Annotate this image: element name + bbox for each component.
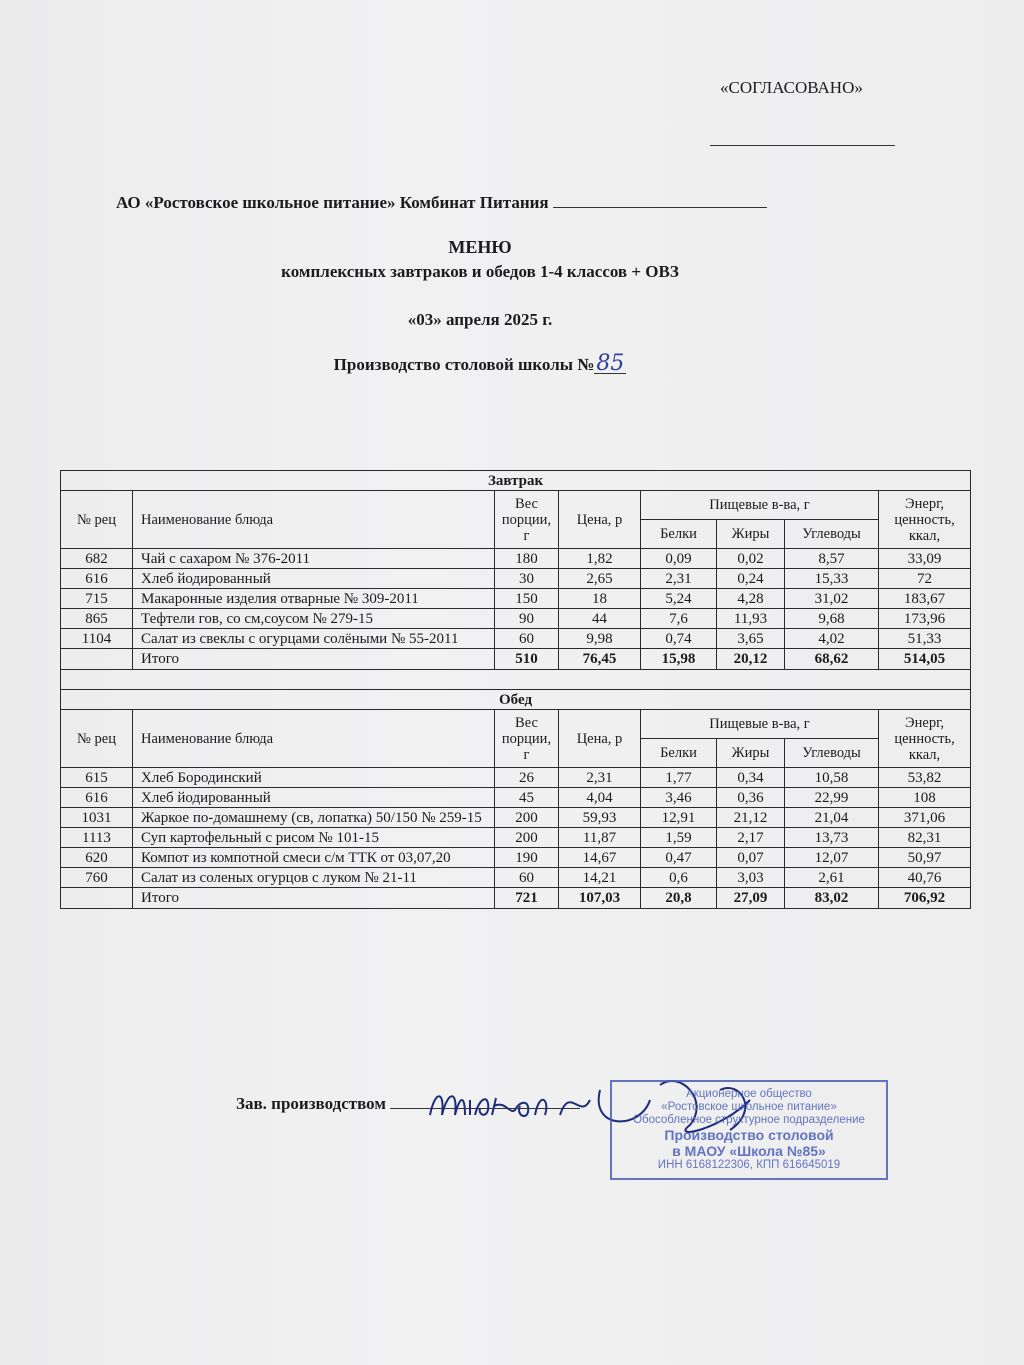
rec-number: 1104 xyxy=(61,629,133,649)
official-stamp xyxy=(610,1080,888,1180)
stamp-text: ИНН 6168122306, КПП 616645019 xyxy=(657,1159,841,1171)
weight: 30 xyxy=(495,569,559,589)
energy: 371,06 xyxy=(879,808,971,828)
production-line xyxy=(0,351,960,376)
rec-number: 760 xyxy=(61,868,133,888)
price: 18 xyxy=(559,589,641,609)
energy: 173,96 xyxy=(879,609,971,629)
energy: 33,09 xyxy=(879,549,971,569)
price: 2,31 xyxy=(559,768,641,788)
rec-number: 1113 xyxy=(61,828,133,848)
stamp-text: Обособленное структурное подразделение xyxy=(633,1114,865,1126)
nutrients-header: Пищевые в-ва, г xyxy=(641,710,879,739)
table-row xyxy=(61,788,971,808)
fat: 0,34 xyxy=(717,768,785,788)
rec-number: 682 xyxy=(61,549,133,569)
protein: 2,31 xyxy=(641,569,717,589)
fat-header: Жиры xyxy=(717,520,785,549)
price: 4,04 xyxy=(559,788,641,808)
protein: 7,6 xyxy=(641,609,717,629)
energy-header: Энерг, ценность, ккал, xyxy=(879,491,971,549)
energy: 82,31 xyxy=(879,828,971,848)
dish-name: Компот из компотной смеси с/м ТТК от 03,07,20 xyxy=(133,848,495,868)
total-weight: 721 xyxy=(495,888,559,909)
total-fat: 27,09 xyxy=(717,888,785,909)
protein: 1,77 xyxy=(641,768,717,788)
dish-name: Тефтели гов, со см,соусом № 279-15 xyxy=(133,609,495,629)
carbs: 12,07 xyxy=(785,848,879,868)
fat: 4,28 xyxy=(717,589,785,609)
signature-label: Зав. производством xyxy=(236,1094,386,1113)
stamp-text: «Ростовское школьное питание» xyxy=(661,1101,837,1113)
dish-name: Чай с сахаром № 376-2011 xyxy=(133,549,495,569)
table-row xyxy=(61,848,971,868)
total-protein: 15,98 xyxy=(641,649,717,670)
dish-name: Хлеб Бородинский xyxy=(133,768,495,788)
dish-name: Макаронные изделия отварные № 309-2011 xyxy=(133,589,495,609)
protein: 5,24 xyxy=(641,589,717,609)
rec-number: 1031 xyxy=(61,808,133,828)
blank-line xyxy=(553,193,767,208)
dish-name: Хлеб йодированный xyxy=(133,788,495,808)
rec-header: № рец xyxy=(61,491,133,549)
production-label: Производство столовой школы № xyxy=(333,355,595,374)
fat: 0,02 xyxy=(717,549,785,569)
protein: 0,6 xyxy=(641,868,717,888)
total-energy: 706,92 xyxy=(879,888,971,909)
energy: 53,82 xyxy=(879,768,971,788)
rec-number: 620 xyxy=(61,848,133,868)
rec-number: 616 xyxy=(61,569,133,589)
protein: 0,47 xyxy=(641,848,717,868)
name-header: Наименование блюда xyxy=(133,710,495,768)
price-header: Цена, р xyxy=(559,710,641,768)
table-row xyxy=(61,828,971,848)
energy: 51,33 xyxy=(879,629,971,649)
price: 11,87 xyxy=(559,828,641,848)
energy: 108 xyxy=(879,788,971,808)
weight: 90 xyxy=(495,609,559,629)
dish-name: Салат из свеклы с огурцами солёными № 55-2011 xyxy=(133,629,495,649)
table-row xyxy=(61,589,971,609)
header-row xyxy=(61,491,971,520)
weight-header: Вес порции, г xyxy=(495,491,559,549)
fat-header: Жиры xyxy=(717,739,785,768)
table-row xyxy=(61,569,971,589)
carbs: 22,99 xyxy=(785,788,879,808)
breakfast-section-title-row xyxy=(61,471,971,491)
spacer-cell xyxy=(61,670,971,690)
price: 14,21 xyxy=(559,868,641,888)
fat: 3,65 xyxy=(717,629,785,649)
table-row xyxy=(61,768,971,788)
school-number-handwritten: 85 xyxy=(596,351,625,376)
fat: 11,93 xyxy=(717,609,785,629)
fat: 0,07 xyxy=(717,848,785,868)
weight: 200 xyxy=(495,808,559,828)
total-fat: 20,12 xyxy=(717,649,785,670)
total-protein: 20,8 xyxy=(641,888,717,909)
price: 44 xyxy=(559,609,641,629)
protein: 0,09 xyxy=(641,549,717,569)
carbs: 4,02 xyxy=(785,629,879,649)
protein-header: Белки xyxy=(641,739,717,768)
energy: 40,76 xyxy=(879,868,971,888)
price: 9,98 xyxy=(559,629,641,649)
protein: 0,74 xyxy=(641,629,717,649)
fat: 2,17 xyxy=(717,828,785,848)
weight: 60 xyxy=(495,868,559,888)
price: 1,82 xyxy=(559,549,641,569)
table-row xyxy=(61,808,971,828)
carbs-header: Углеводы xyxy=(785,739,879,768)
total-weight: 510 xyxy=(495,649,559,670)
organization-name: АО «Ростовское школьное питание» Комбинат Питания xyxy=(116,193,549,212)
rec-number: 616 xyxy=(61,788,133,808)
carbs: 9,68 xyxy=(785,609,879,629)
lunch-section-title: Обед xyxy=(61,690,971,710)
menu-table xyxy=(60,470,971,909)
fat: 3,03 xyxy=(717,868,785,888)
nutrients-header: Пищевые в-ва, г xyxy=(641,491,879,520)
weight: 60 xyxy=(495,629,559,649)
dish-name: Салат из соленых огурцов с луком № 21-11 xyxy=(133,868,495,888)
energy-header: Энерг, ценность, ккал, xyxy=(879,710,971,768)
total-dish-name: Итого xyxy=(133,649,495,670)
total-dish-name: Итого xyxy=(133,888,495,909)
rec-header: № рец xyxy=(61,710,133,768)
weight: 26 xyxy=(495,768,559,788)
spacer-row xyxy=(61,670,971,690)
carbs: 21,04 xyxy=(785,808,879,828)
carbs: 10,58 xyxy=(785,768,879,788)
price: 2,65 xyxy=(559,569,641,589)
protein: 1,59 xyxy=(641,828,717,848)
fat: 0,36 xyxy=(717,788,785,808)
stamp-text: Производство столовой xyxy=(664,1127,834,1143)
weight: 150 xyxy=(495,589,559,609)
total-row xyxy=(61,888,971,909)
menu-date: «03» апреля 2025 г. xyxy=(407,310,553,329)
weight-header: Вес порции, г xyxy=(495,710,559,768)
weight: 190 xyxy=(495,848,559,868)
protein-header: Белки xyxy=(641,520,717,549)
carbs: 31,02 xyxy=(785,589,879,609)
total-rec-number xyxy=(61,888,133,909)
name-header: Наименование блюда xyxy=(133,491,495,549)
total-price: 76,45 xyxy=(559,649,641,670)
protein: 12,91 xyxy=(641,808,717,828)
fat: 21,12 xyxy=(717,808,785,828)
breakfast-section-title: Завтрак xyxy=(61,471,971,491)
price: 14,67 xyxy=(559,848,641,868)
dish-name: Суп картофельный с рисом № 101-15 xyxy=(133,828,495,848)
price-header: Цена, р xyxy=(559,491,641,549)
document-subtitle: комплексных завтраков и обедов 1-4 классов + ОВЗ xyxy=(281,262,679,281)
rec-number: 865 xyxy=(61,609,133,629)
carbs: 15,33 xyxy=(785,569,879,589)
stamp-text: в МАОУ «Школа №85» xyxy=(672,1143,826,1159)
table-row xyxy=(61,609,971,629)
agreed-signature-line xyxy=(710,145,895,146)
total-carbs: 83,02 xyxy=(785,888,879,909)
total-price: 107,03 xyxy=(559,888,641,909)
price: 59,93 xyxy=(559,808,641,828)
rec-number: 615 xyxy=(61,768,133,788)
total-carbs: 68,62 xyxy=(785,649,879,670)
total-energy: 514,05 xyxy=(879,649,971,670)
protein: 3,46 xyxy=(641,788,717,808)
carbs: 13,73 xyxy=(785,828,879,848)
total-row xyxy=(61,649,971,670)
stamp-text: Акционерное общество xyxy=(686,1088,812,1100)
table-row xyxy=(61,868,971,888)
energy: 183,67 xyxy=(879,589,971,609)
header-row xyxy=(61,710,971,739)
energy: 72 xyxy=(879,569,971,589)
agreed-label: «СОГЛАСОВАНО» xyxy=(720,78,863,97)
carbs-header: Углеводы xyxy=(785,520,879,549)
rec-number: 715 xyxy=(61,589,133,609)
total-rec-number xyxy=(61,649,133,670)
lunch-section-title-row xyxy=(61,690,971,710)
weight: 180 xyxy=(495,549,559,569)
energy: 50,97 xyxy=(879,848,971,868)
carbs: 2,61 xyxy=(785,868,879,888)
document-title: МЕНЮ xyxy=(448,237,512,257)
weight: 45 xyxy=(495,788,559,808)
organization-line xyxy=(116,193,767,213)
dish-name: Жаркое по-домашнему (св, лопатка) 50/150 № 259-15 xyxy=(133,808,495,828)
weight: 200 xyxy=(495,828,559,848)
fat: 0,24 xyxy=(717,569,785,589)
dish-name: Хлеб йодированный xyxy=(133,569,495,589)
table-row xyxy=(61,549,971,569)
carbs: 8,57 xyxy=(785,549,879,569)
table-row xyxy=(61,629,971,649)
